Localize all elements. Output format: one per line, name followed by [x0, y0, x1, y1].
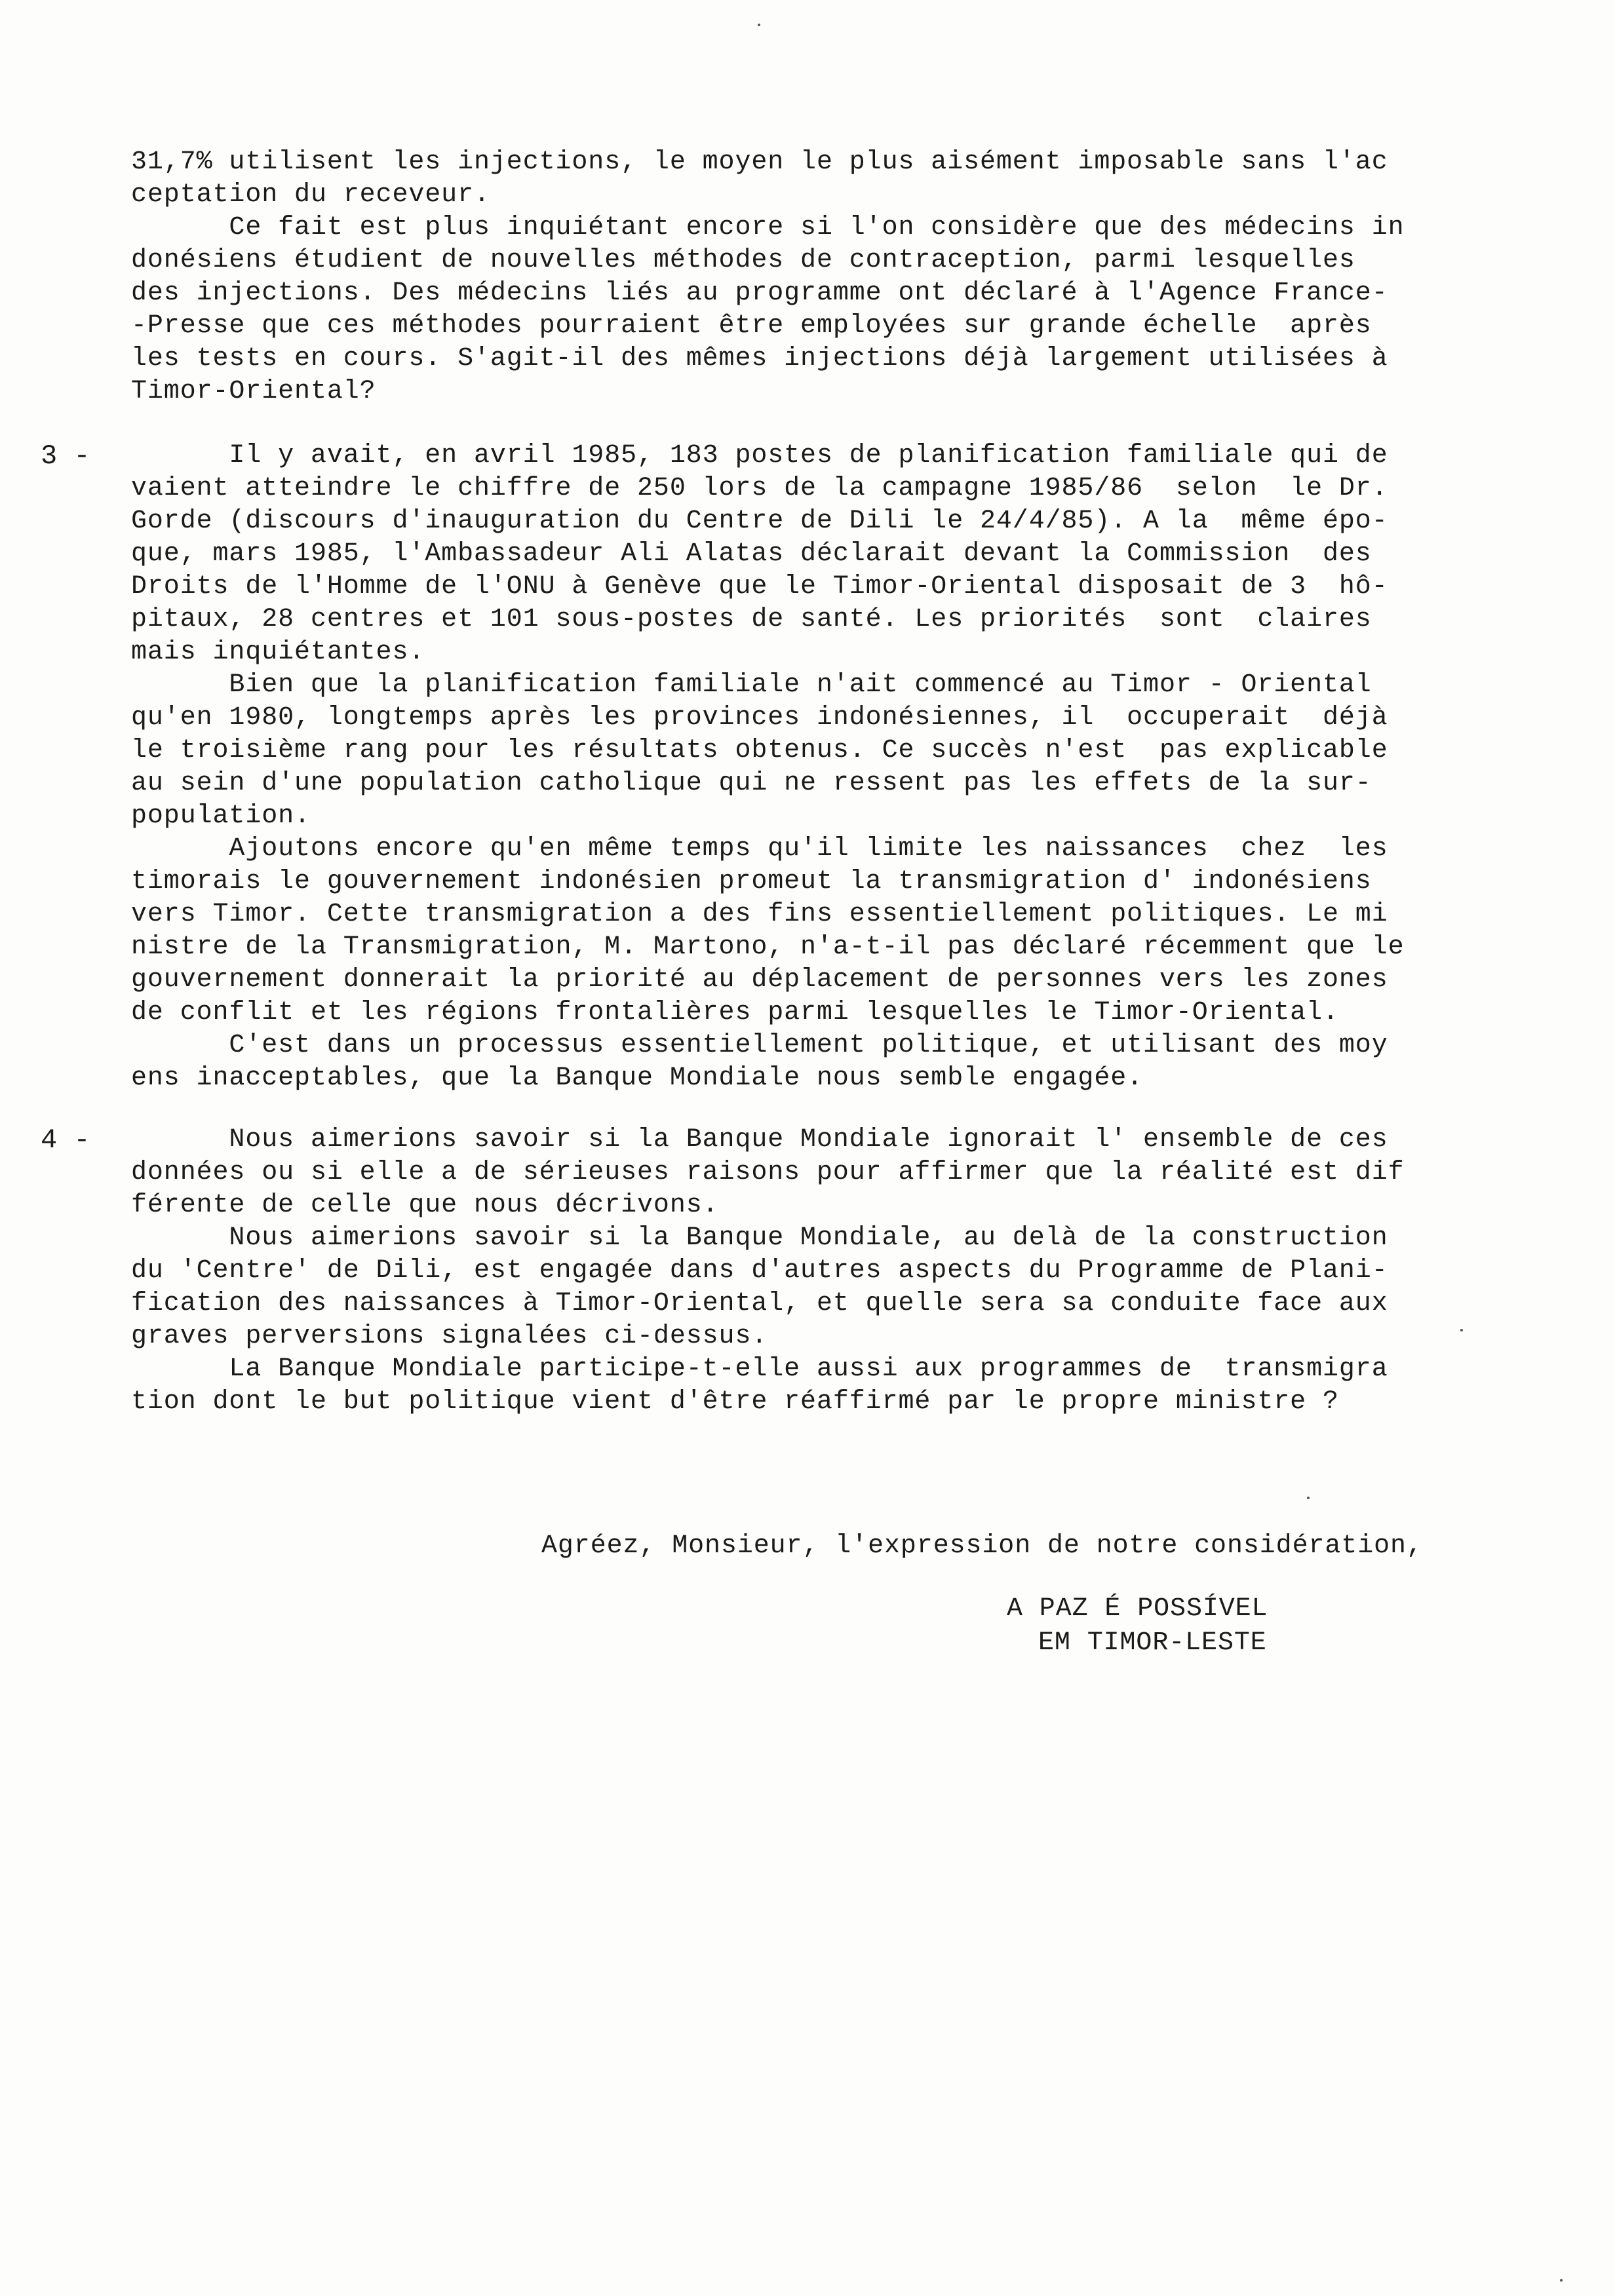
text-line: les tests en cours. S'agit-il des mêmes injections déjà largement utilisées à: [131, 344, 1388, 373]
text-line: fication des naissances à Timor-Oriental, et quelle sera sa conduite face aux: [131, 1289, 1388, 1318]
text-line: C'est dans un processus essentiellement politique, et utilisant des moy: [131, 1031, 1388, 1060]
text-line: Ajoutons encore qu'en même temps qu'il limite les naissances chez les: [131, 834, 1388, 864]
text-line: de conflit et les régions frontalières parmi lesquelles le Timor-Oriental.: [131, 998, 1339, 1027]
text-line: vers Timor. Cette transmigration a des fins essentiellement politiques. Le mi: [131, 900, 1388, 929]
text-line: des injections. Des médecins liés au programme ont déclaré à l'Agence France-: [131, 278, 1388, 308]
text-line: 31,7% utilisent les injections, le moyen le plus aisément imposable sans l'ac: [131, 147, 1388, 177]
text-line: timorais le gouvernement indonésien promeut la transmigration d' indonésiens: [131, 867, 1372, 896]
text-line: graves perversions signalées ci-dessus.: [131, 1322, 768, 1351]
text-line: férente de celle que nous décrivons.: [131, 1191, 719, 1220]
text-line: vaient atteindre le chiffre de 250 lors de la campagne 1985/86 selon le Dr.: [131, 474, 1388, 503]
text-line: mais inquiétantes.: [131, 638, 425, 667]
text-line: données ou si elle a de sérieuses raisons pour affirmer que la réalité est dif: [131, 1158, 1405, 1187]
text-line: Bien que la planification familiale n'ait commencé au Timor - Oriental: [131, 670, 1372, 700]
text-line: tion dont le but politique vient d'être réaffirmé par le propre ministre ?: [131, 1387, 1339, 1417]
text-line: Timor-Oriental?: [131, 377, 376, 406]
section-number-4: 4 -: [41, 1124, 90, 1156]
text-line: gouvernement donnerait la priorité au déplacement de personnes vers les zones: [131, 965, 1388, 995]
text-line: Nous aimerions savoir si la Banque Mondiale ignorait l' ensemble de ces: [131, 1125, 1388, 1155]
text-line: Nous aimerions savoir si la Banque Mondiale, au delà de la construction: [131, 1223, 1388, 1253]
text-line: population.: [131, 801, 311, 831]
closing-line: Agréez, Monsieur, l'expression de notre considération,: [541, 1531, 1423, 1561]
scan-speck: [1307, 1497, 1310, 1499]
text-line: ens inacceptables, que la Banque Mondiale nous semble engagée.: [131, 1063, 1144, 1093]
text-line: du 'Centre' de Dili, est engagée dans d'autres aspects du Programme de Plani-: [131, 1256, 1388, 1286]
text-line: Gorde (discours d'inauguration du Centre de Dili le 24/4/85). A la même épo-: [131, 507, 1388, 536]
text-line: La Banque Mondiale participe-t-elle aussi aux programmes de transmigra: [131, 1354, 1388, 1384]
scan-speck: [1560, 2279, 1563, 2282]
text-line: que, mars 1985, l'Ambassadeur Ali Alatas déclarait devant la Commission des: [131, 539, 1372, 569]
scan-speck: [1460, 1329, 1463, 1331]
text-line: Ce fait est plus inquiétant encore si l'on considère que des médecins in: [131, 213, 1405, 242]
signature-line-2: EM TIMOR-LESTE: [1038, 1628, 1267, 1658]
text-line: Droits de l'Homme de l'ONU à Genève que le Timor-Oriental disposait de 3 hô-: [131, 572, 1388, 602]
text-line: au sein d'une population catholique qui ne ressent pas les effets de la sur-: [131, 769, 1372, 798]
signature-line-1: A PAZ É POSSÍVEL: [1007, 1594, 1268, 1624]
text-line: le troisième rang pour les résultats obtenus. Ce succès n'est pas explicable: [131, 736, 1388, 765]
text-line: ceptation du receveur.: [131, 180, 490, 210]
text-line: Il y avait, en avril 1985, 183 postes de planification familiale qui de: [131, 441, 1388, 470]
text-line: qu'en 1980, longtemps après les provinces indonésiennes, il occuperait déjà: [131, 703, 1388, 733]
text-line: nistre de la Transmigration, M. Martono, n'a-t-il pas déclaré récemment que le: [131, 932, 1405, 962]
text-line: -Presse que ces méthodes pourraient être employées sur grande échelle après: [131, 311, 1372, 341]
scan-speck: [758, 24, 760, 26]
text-line: pitaux, 28 centres et 101 sous-postes de santé. Les priorités sont claires: [131, 605, 1372, 634]
section-number-3: 3 -: [41, 440, 90, 472]
text-line: donésiens étudient de nouvelles méthodes de contraception, parmi lesquelles: [131, 246, 1355, 275]
